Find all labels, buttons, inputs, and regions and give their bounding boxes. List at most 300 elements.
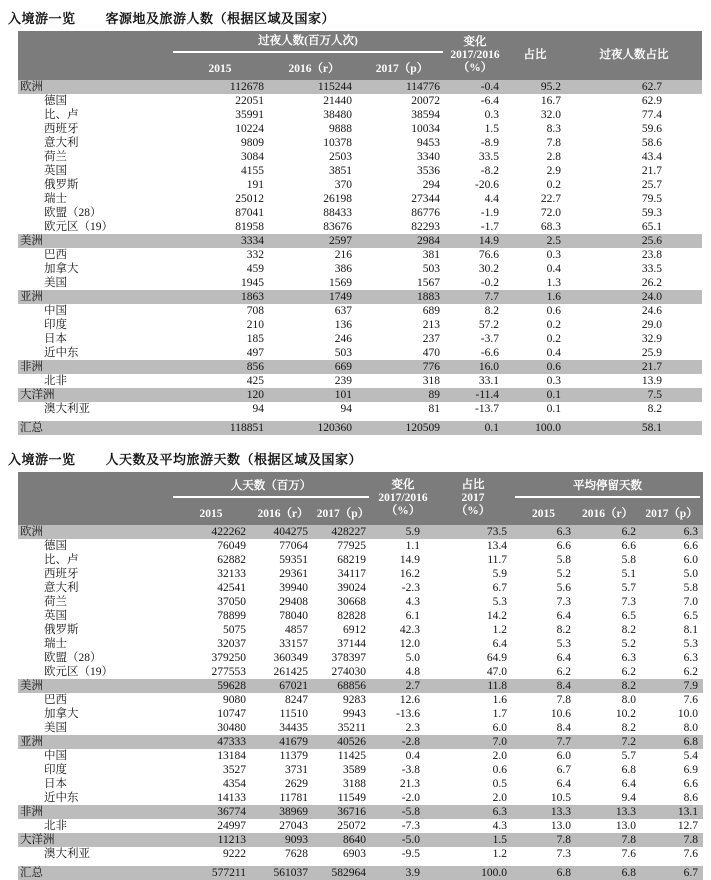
cell-value: 4.3 <box>492 820 508 832</box>
country-row <box>18 539 703 553</box>
cell-value: 30668 <box>337 596 367 608</box>
cell-value: 6.6 <box>683 540 699 552</box>
cell-value: 12.6 <box>399 694 421 706</box>
cell-value: 2.5 <box>504 234 566 248</box>
country-row <box>18 749 703 763</box>
cell-value: 14133 <box>217 792 246 804</box>
cell-value: 9222 <box>223 848 246 860</box>
cell-value: 561037 <box>252 866 314 880</box>
cell-value: 62882 <box>217 554 246 566</box>
cell-value: 21440 <box>323 95 352 107</box>
cell-value: 47333 <box>170 735 252 749</box>
cell-value: 3.9 <box>372 866 434 880</box>
row-label: 比、卢 <box>44 554 79 566</box>
country-row <box>18 623 703 637</box>
country-row <box>18 637 703 651</box>
row-label: 欧洲 <box>18 525 170 539</box>
cell-value: 5.7 <box>621 582 637 594</box>
cell-value: 2.9 <box>546 165 562 177</box>
cell-value: -13.6 <box>396 708 421 720</box>
cell-value: 5.6 <box>556 582 572 594</box>
person-days-table-title <box>8 449 711 468</box>
row-label: 荷兰 <box>44 151 67 163</box>
arrivals-title-prefix: 入境游一览 <box>8 11 76 26</box>
cell-value: 6.8 <box>575 866 640 880</box>
cell-value: 5.0 <box>683 568 699 580</box>
cell-value: 7.0 <box>434 735 512 749</box>
cell-value: 25012 <box>235 193 264 205</box>
cell-value: 213 <box>422 319 441 331</box>
country-row <box>18 276 702 290</box>
arrivals-title-main: 客源地及旅游人数（根据区域及国家） <box>105 11 336 26</box>
cell-value: 6.2 <box>556 666 572 678</box>
cell-value: 100.0 <box>434 866 512 880</box>
cell-value: -9.5 <box>401 848 421 860</box>
country-row <box>18 665 703 679</box>
cell-value: 1.5 <box>484 123 500 135</box>
region-row <box>18 388 702 402</box>
cell-value: 5.8 <box>683 582 699 594</box>
cell-value: 5.8 <box>556 554 572 566</box>
country-row <box>18 304 702 318</box>
cell-value: 43.4 <box>641 151 663 163</box>
cell-value: 62.9 <box>641 95 663 107</box>
cell-value: 11781 <box>279 792 308 804</box>
cell-value: 11213 <box>170 833 252 847</box>
cell-value: 11.7 <box>487 554 508 566</box>
row-label: 加拿大 <box>44 708 79 720</box>
row-label: 非洲 <box>18 805 170 819</box>
avg-stay-group-header <box>512 472 703 498</box>
cell-value: 503 <box>422 263 441 275</box>
cell-value: 10378 <box>323 137 352 149</box>
cell-value: 1569 <box>329 277 352 289</box>
cell-value: 14.9 <box>399 554 421 566</box>
cell-value: 370 <box>334 179 352 191</box>
cell-value: 30480 <box>217 722 246 734</box>
cell-value: 8.2 <box>575 679 640 693</box>
cell-value: 10747 <box>217 708 246 720</box>
cell-value: 6.8 <box>512 866 575 880</box>
cell-value: 6.0 <box>683 554 699 566</box>
row-label: 日本 <box>44 778 67 790</box>
cell-value: 3851 <box>329 165 352 177</box>
row-label: 美洲 <box>18 679 170 693</box>
country-row <box>18 94 702 108</box>
cell-value: 7.6 <box>683 694 699 706</box>
cell-value: -5.8 <box>372 805 434 819</box>
country-row <box>18 581 703 595</box>
cell-value: 210 <box>246 319 264 331</box>
cell-value: 294 <box>422 179 441 191</box>
country-row <box>18 651 703 665</box>
row-label: 美国 <box>44 722 67 734</box>
country-row <box>18 374 702 388</box>
region-row <box>18 80 702 94</box>
cell-value: 669 <box>270 360 358 374</box>
cell-value: 40526 <box>314 735 372 749</box>
cell-value: 0.4 <box>546 263 562 275</box>
arrivals-section <box>0 8 711 435</box>
cell-value: 22051 <box>235 95 264 107</box>
cell-value: 0.2 <box>546 333 562 345</box>
cell-value: 13.3 <box>512 805 575 819</box>
cell-value: 27043 <box>279 820 308 832</box>
cell-value: 277553 <box>211 666 246 678</box>
cell-value: -3.7 <box>480 333 500 345</box>
cell-value: 6.8 <box>621 764 637 776</box>
cell-value: 10.0 <box>677 708 699 720</box>
cell-value: 6.3 <box>621 652 637 664</box>
row-label: 澳大利亚 <box>44 403 90 415</box>
cell-value: 7.3 <box>621 596 637 608</box>
cell-value: 4.4 <box>484 193 500 205</box>
cell-value: 637 <box>334 305 352 317</box>
cell-value: -3.8 <box>401 764 421 776</box>
cell-value: 6.5 <box>683 610 699 622</box>
cell-value: 0.2 <box>546 179 562 191</box>
row-label: 北非 <box>44 820 67 832</box>
cell-value: 6.9 <box>683 764 699 776</box>
cell-value: 6.7 <box>492 582 508 594</box>
cell-value: 2597 <box>270 234 358 248</box>
cell-value: 34117 <box>337 568 367 580</box>
cell-value: 101 <box>270 388 358 402</box>
cell-value: 708 <box>246 305 264 317</box>
cell-value: 12.7 <box>677 820 699 832</box>
country-row <box>18 346 702 360</box>
cell-value: 94 <box>340 403 352 415</box>
cell-value: 6.3 <box>640 525 703 539</box>
cell-value: 6.3 <box>512 525 575 539</box>
cell-value: 22.7 <box>540 193 562 205</box>
cell-value: -7.3 <box>401 820 421 832</box>
cell-value: 5075 <box>223 624 246 636</box>
cell-value: 14.9 <box>446 234 504 248</box>
cell-value: 4155 <box>241 165 264 177</box>
cell-value: -2.3 <box>401 582 421 594</box>
cell-value: 13.4 <box>486 540 508 552</box>
region-row <box>18 360 702 374</box>
cell-value: 856 <box>170 360 270 374</box>
cell-value: 776 <box>358 360 446 374</box>
cell-value: 0.4 <box>405 750 421 762</box>
cell-value: -0.4 <box>446 80 504 94</box>
cell-value: 379250 <box>211 652 246 664</box>
cell-value: 13.3 <box>575 805 640 819</box>
cell-value: 2629 <box>285 778 308 790</box>
cell-value: 32.9 <box>641 333 663 345</box>
avg-stay-group-label: 平均停留天数 <box>515 478 700 498</box>
change-header: 变化 2017/2016 （%） <box>372 472 434 525</box>
cell-value: 8.0 <box>621 694 637 706</box>
cell-value: 360349 <box>273 652 308 664</box>
cell-value: -13.7 <box>475 403 500 415</box>
country-row <box>18 402 702 416</box>
country-row <box>18 595 703 609</box>
cell-value: 6.4 <box>556 778 572 790</box>
year-2017-header: 2017（p） <box>314 498 372 525</box>
cell-value: 185 <box>246 333 264 345</box>
year-2015-header: 2015 <box>170 53 270 80</box>
cell-value: 1567 <box>417 277 441 289</box>
cell-value: 378397 <box>331 652 367 664</box>
row-label: 汇总 <box>18 421 170 435</box>
cell-value: -8.9 <box>480 137 500 149</box>
cell-value: 7.6 <box>621 848 637 860</box>
cell-value: 32133 <box>217 568 246 580</box>
cell-value: 21.3 <box>399 778 421 790</box>
cell-value: 8247 <box>285 694 308 706</box>
cell-value: 77925 <box>337 540 367 552</box>
person-days-table <box>18 472 703 880</box>
cell-value: 6.1 <box>405 610 421 622</box>
cell-value: 9080 <box>223 694 246 706</box>
cell-value: 81 <box>428 403 441 415</box>
cell-value: 237 <box>422 333 441 345</box>
year-2016-header: 2016（r） <box>270 53 358 80</box>
cell-value: 0.6 <box>546 305 562 317</box>
row-label: 意大利 <box>44 137 79 149</box>
cell-value: 6.3 <box>683 652 699 664</box>
cell-value: 25.9 <box>641 347 663 359</box>
row-label: 荷兰 <box>44 596 67 608</box>
cell-value: 33.5 <box>478 151 500 163</box>
cell-value: 191 <box>246 179 264 191</box>
cell-value: 27344 <box>411 193 441 205</box>
cell-value: 78899 <box>217 610 246 622</box>
country-row <box>18 136 702 150</box>
cell-value: 14.2 <box>486 610 508 622</box>
cell-value: 11.8 <box>434 679 512 693</box>
cell-value: 136 <box>334 319 352 331</box>
cell-value: 57.2 <box>478 319 500 331</box>
cell-value: 120 <box>170 388 270 402</box>
country-row <box>18 763 703 777</box>
row-label: 欧元区（19） <box>44 221 113 233</box>
row-label: 欧盟（28） <box>44 207 102 219</box>
country-row <box>18 178 702 192</box>
cell-value: 10224 <box>235 123 264 135</box>
row-label: 俄罗斯 <box>44 179 79 191</box>
country-row <box>18 206 702 220</box>
cell-value: 5.2 <box>556 568 572 580</box>
cell-value: 47.0 <box>486 666 508 678</box>
cell-value: 24.6 <box>641 305 663 317</box>
cell-value: 8.0 <box>683 722 699 734</box>
cell-value: 112678 <box>170 80 270 94</box>
cell-value: 497 <box>246 347 264 359</box>
cell-value: 76049 <box>217 540 246 552</box>
cell-value: 274030 <box>331 666 367 678</box>
cell-value: 33157 <box>279 638 308 650</box>
cell-value: 33.1 <box>478 375 500 387</box>
person-days-group-label: 人天数（百万） <box>173 478 369 498</box>
cell-value: 0.1 <box>504 388 566 402</box>
cell-value: 39024 <box>337 582 367 594</box>
cell-value: 16.7 <box>540 95 562 107</box>
cell-value: 120509 <box>358 421 446 435</box>
cell-value: 42.3 <box>399 624 421 636</box>
row-label: 日本 <box>44 333 67 345</box>
cell-value: 59.6 <box>641 123 663 135</box>
cell-value: 0.3 <box>484 109 500 121</box>
cell-value: 503 <box>334 347 352 359</box>
row-label: 瑞士 <box>44 193 67 205</box>
region-row <box>18 679 703 693</box>
cell-value: 115244 <box>270 80 358 94</box>
region-row <box>18 735 703 749</box>
region-row <box>18 290 702 304</box>
cell-value: 3334 <box>170 234 270 248</box>
row-label: 近中东 <box>44 347 79 359</box>
avg-year-2017-header: 2017（p） <box>640 498 703 525</box>
cell-value: 8.2 <box>621 722 637 734</box>
country-row <box>18 192 702 206</box>
cell-value: 25.7 <box>641 179 663 191</box>
row-label: 西班牙 <box>44 123 79 135</box>
cell-value: 1.2 <box>492 624 508 636</box>
cell-value: 5.3 <box>492 596 508 608</box>
row-label: 意大利 <box>44 582 79 594</box>
overnight-group-header <box>170 31 446 53</box>
cell-value: 5.7 <box>621 750 637 762</box>
country-row <box>18 122 702 136</box>
cell-value: 0.2 <box>546 319 562 331</box>
cell-value: 1945 <box>241 277 264 289</box>
cell-value: 8640 <box>314 833 372 847</box>
cell-value: 30.2 <box>478 263 500 275</box>
cell-value: 59.3 <box>641 207 663 219</box>
cell-value: 0.6 <box>504 360 566 374</box>
country-row <box>18 262 702 276</box>
cell-value: 114776 <box>358 80 446 94</box>
cell-value: 79.5 <box>641 193 663 205</box>
cell-value: 4.8 <box>405 666 421 678</box>
row-label: 英国 <box>44 165 67 177</box>
cell-value: 23.8 <box>641 249 663 261</box>
avg-year-2015-header: 2015 <box>512 498 575 525</box>
cell-value: 2503 <box>329 151 352 163</box>
cell-value: 7.0 <box>683 596 699 608</box>
cell-value: 459 <box>246 263 264 275</box>
cell-value: 20072 <box>411 95 441 107</box>
cell-value: 1863 <box>170 290 270 304</box>
row-label: 大洋洲 <box>18 833 170 847</box>
cell-value: 8.2 <box>647 403 663 415</box>
cell-value: 3188 <box>343 778 367 790</box>
person-days-table-header <box>18 472 703 525</box>
cell-value: 5.8 <box>621 554 637 566</box>
cell-value: 5.4 <box>683 750 699 762</box>
country-row <box>18 332 702 346</box>
region-row <box>18 525 703 539</box>
cell-value: -8.2 <box>480 165 500 177</box>
year-2017-header: 2017（p） <box>358 53 446 80</box>
cell-value: 1.1 <box>405 540 421 552</box>
row-label: 美国 <box>44 277 67 289</box>
cell-value: 62.7 <box>566 80 702 94</box>
cell-value: 7.8 <box>546 137 562 149</box>
cell-value: 7.5 <box>566 388 702 402</box>
cell-value: 0.3 <box>546 249 562 261</box>
cell-value: 26198 <box>323 193 352 205</box>
cell-value: -11.4 <box>446 388 504 402</box>
cell-value: 59628 <box>170 679 252 693</box>
cell-value: 68219 <box>337 554 367 566</box>
cell-value: 82828 <box>337 610 367 622</box>
cell-value: 9888 <box>329 123 352 135</box>
cell-value: 8.4 <box>512 679 575 693</box>
cell-value: 35991 <box>235 109 264 121</box>
cell-value: 0.3 <box>546 375 562 387</box>
row-label: 欧元区（19） <box>44 666 113 678</box>
cell-value: 2984 <box>358 234 446 248</box>
cell-value: 0.4 <box>546 347 562 359</box>
cell-value: 8.3 <box>546 123 562 135</box>
arrivals-table-body <box>18 80 702 435</box>
cell-value: 4354 <box>223 778 246 790</box>
cell-value: 81958 <box>235 221 264 233</box>
cell-value: 29361 <box>279 568 308 580</box>
overnight-share-header: 过夜人数占比 <box>566 31 702 80</box>
cell-value: 26.2 <box>641 277 663 289</box>
row-label: 比、卢 <box>44 109 79 121</box>
year-2015-header: 2015 <box>170 498 252 525</box>
empty-name-header <box>18 472 170 525</box>
cell-value: 86776 <box>411 207 441 219</box>
cell-value: 38594 <box>411 109 441 121</box>
cell-value: 68856 <box>314 679 372 693</box>
cell-value: 95.2 <box>504 80 566 94</box>
country-row <box>18 553 703 567</box>
cell-value: 7.8 <box>556 694 572 706</box>
cell-value: 89 <box>358 388 446 402</box>
person-days-table-body <box>18 525 703 880</box>
cell-value: 13.1 <box>640 805 703 819</box>
cell-value: 6.7 <box>640 866 703 880</box>
cell-value: 77064 <box>279 540 308 552</box>
cell-value: 1749 <box>270 290 358 304</box>
cell-value: 3527 <box>223 764 246 776</box>
cell-value: 5.0 <box>405 652 421 664</box>
row-label: 北非 <box>44 375 67 387</box>
cell-value: 1.6 <box>504 290 566 304</box>
cell-value: 37050 <box>217 596 246 608</box>
cell-value: 6.2 <box>621 666 637 678</box>
cell-value: 0.5 <box>492 778 508 790</box>
cell-value: 25072 <box>337 820 367 832</box>
cell-value: 76.6 <box>478 249 500 261</box>
cell-value: 100.0 <box>504 421 566 435</box>
arrivals-table <box>18 31 702 435</box>
cell-value: 34435 <box>279 722 308 734</box>
country-row <box>18 164 702 178</box>
region-row <box>18 833 703 847</box>
row-label: 俄罗斯 <box>44 624 79 636</box>
cell-value: 94 <box>252 403 264 415</box>
cell-value: 13.0 <box>550 820 572 832</box>
cell-value: 404275 <box>252 525 314 539</box>
row-label: 汇总 <box>18 866 170 880</box>
cell-value: 11425 <box>337 750 367 762</box>
row-label: 亚洲 <box>18 290 170 304</box>
cell-value: 2.7 <box>372 679 434 693</box>
cell-value: 5.2 <box>621 638 637 650</box>
cell-value: 7.8 <box>640 833 703 847</box>
change-header: 变化 2017/2016 （%） <box>446 31 504 80</box>
cell-value: 8.6 <box>683 792 699 804</box>
